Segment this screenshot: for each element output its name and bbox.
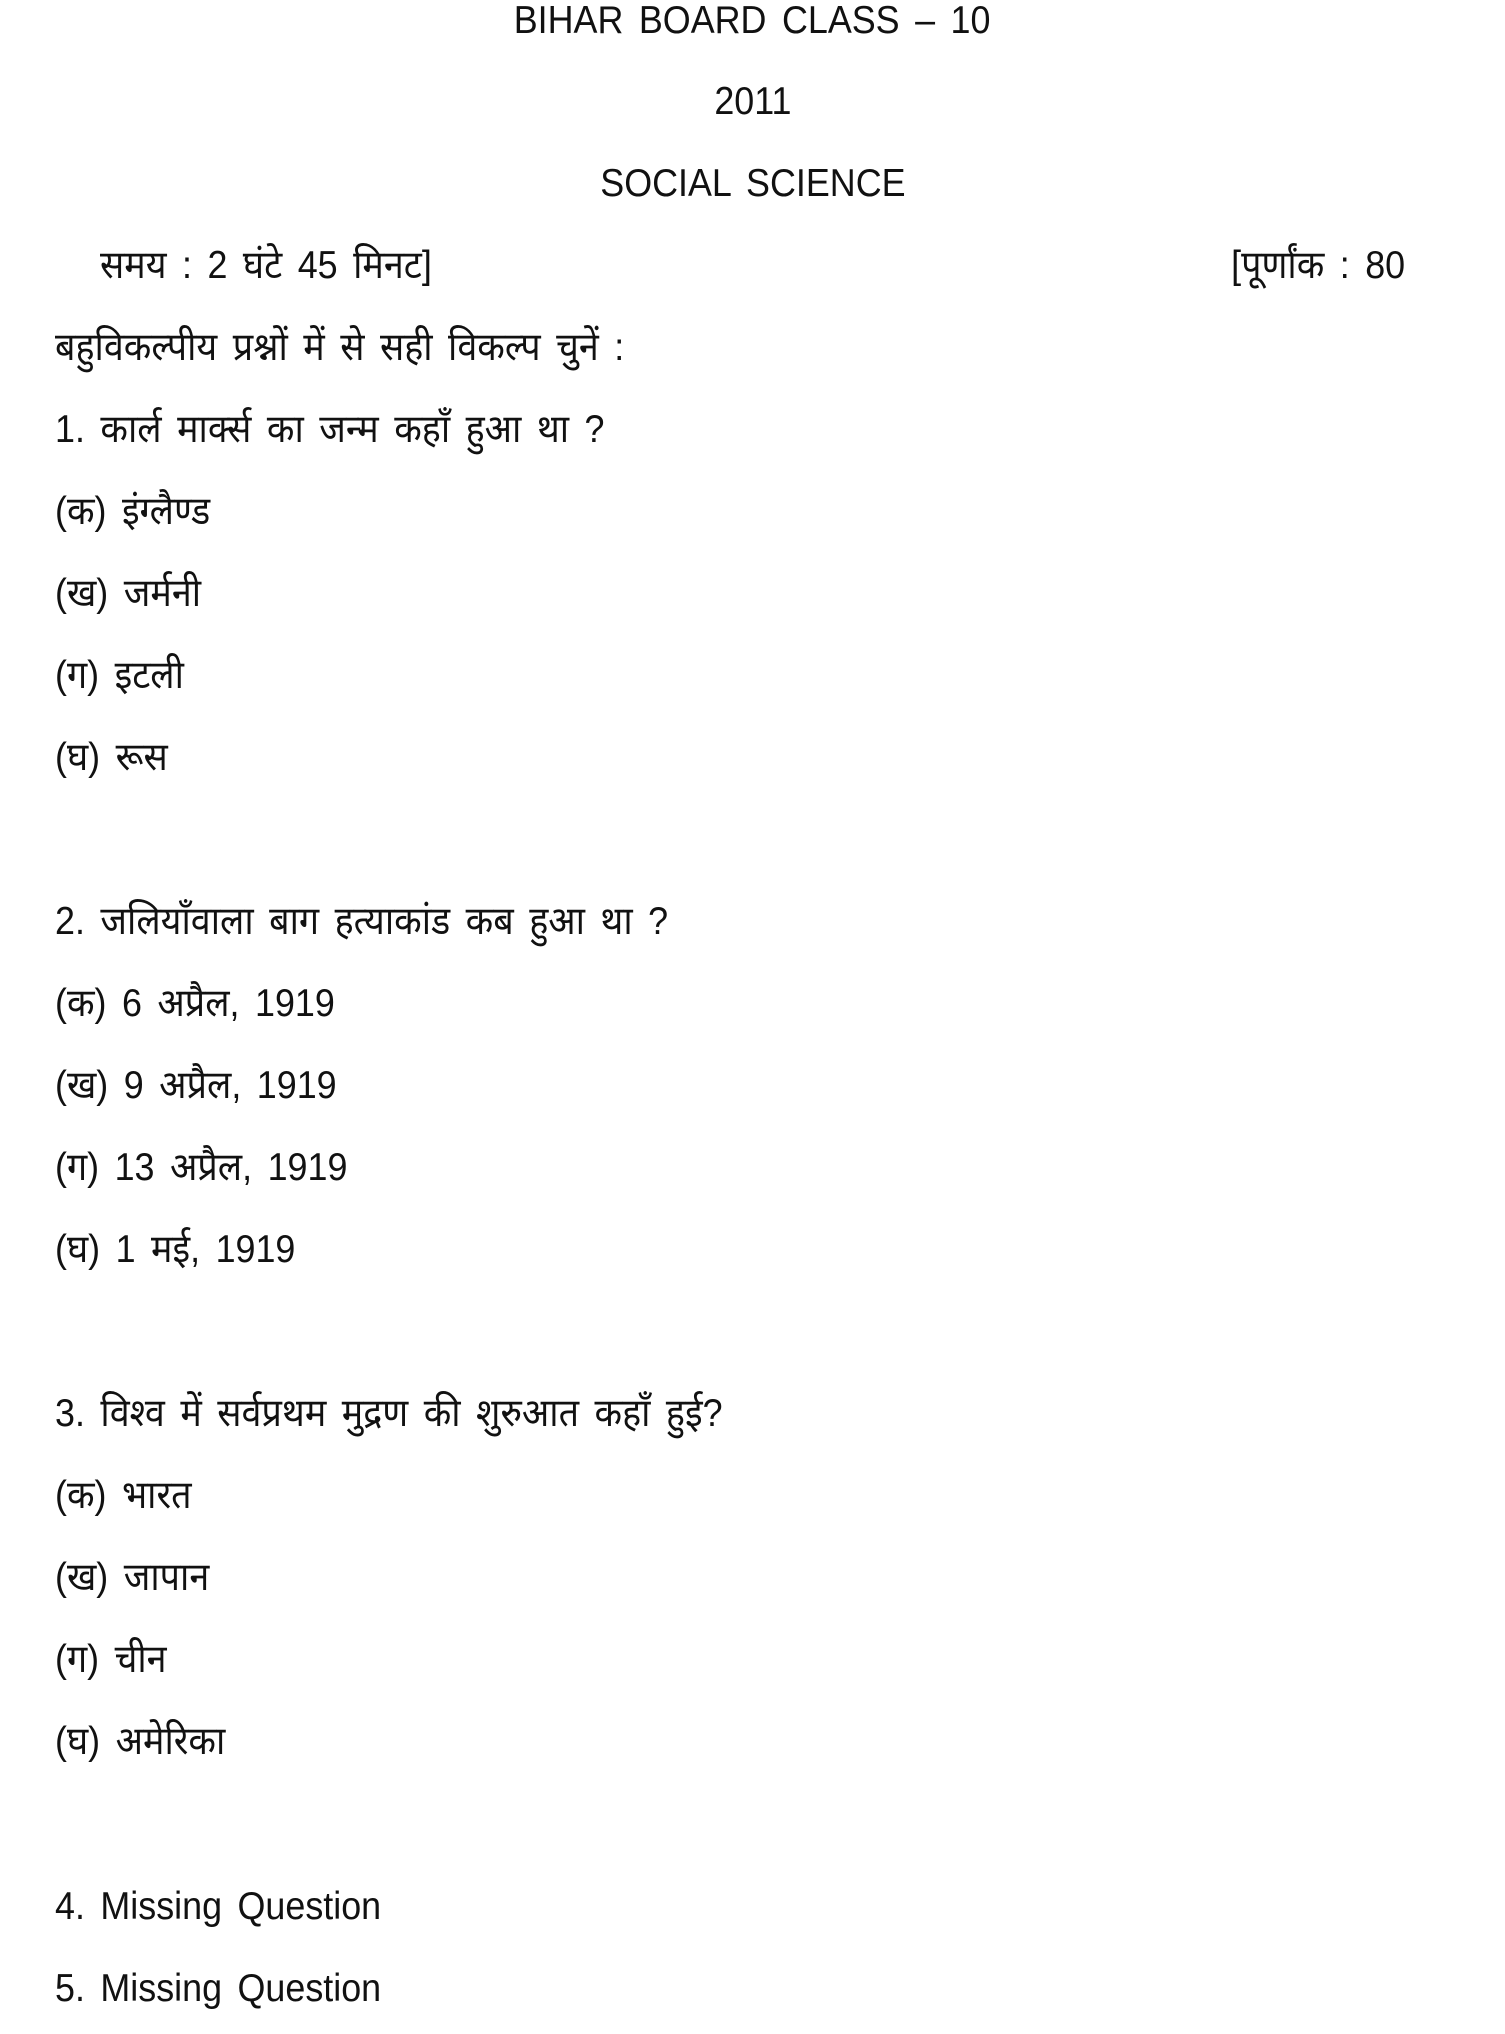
full-marks: [पूर्णांक : 80 <box>1231 244 1405 287</box>
time-allowed: समय : 2 घंटे 45 मिनट] <box>100 244 432 287</box>
question-2: 2. जलियाँवाला बाग हत्याकांड कब हुआ था ? <box>55 900 669 943</box>
option-1b: (ख) जर्मनी <box>55 572 202 615</box>
board-title <box>0 0 1505 46</box>
option-1d: (घ) रूस <box>55 736 168 779</box>
option-1a: (क) इंग्लैण्ड <box>55 490 211 533</box>
option-3d: (घ) अमेरिका <box>55 1720 226 1763</box>
question-4: 4. Missing Question <box>55 1885 382 1928</box>
option-3c: (ग) चीन <box>55 1638 167 1681</box>
option-2c: (ग) 13 अप्रैल, 1919 <box>55 1146 348 1189</box>
exam-year <box>0 77 1505 127</box>
subject-title-text: SOCIAL SCIENCE <box>599 162 906 205</box>
option-2a: (क) 6 अप्रैल, 1919 <box>55 982 335 1025</box>
option-3b: (ख) जापान <box>55 1556 210 1599</box>
option-3a: (क) भारत <box>55 1474 192 1517</box>
option-2b: (ख) 9 अप्रैल, 1919 <box>55 1064 337 1107</box>
board-title-text: BIHAR BOARD CLASS – 10 <box>514 0 991 42</box>
subject-title <box>0 159 1505 209</box>
option-2d: (घ) 1 मई, 1919 <box>55 1228 296 1271</box>
question-1: 1. कार्ल मार्क्स का जन्म कहाँ हुआ था ? <box>55 408 605 451</box>
question-3: 3. विश्व में सर्वप्रथम मुद्रण की शुरुआत कहाँ हुई? <box>55 1392 723 1435</box>
question-5: 5. Missing Question <box>55 1967 382 2010</box>
instruction: बहुविकल्पीय प्रश्नों में से सही विकल्प चुनें : <box>55 326 625 369</box>
exam-year-text: 2011 <box>713 80 792 123</box>
option-1c: (ग) इटली <box>55 654 184 697</box>
